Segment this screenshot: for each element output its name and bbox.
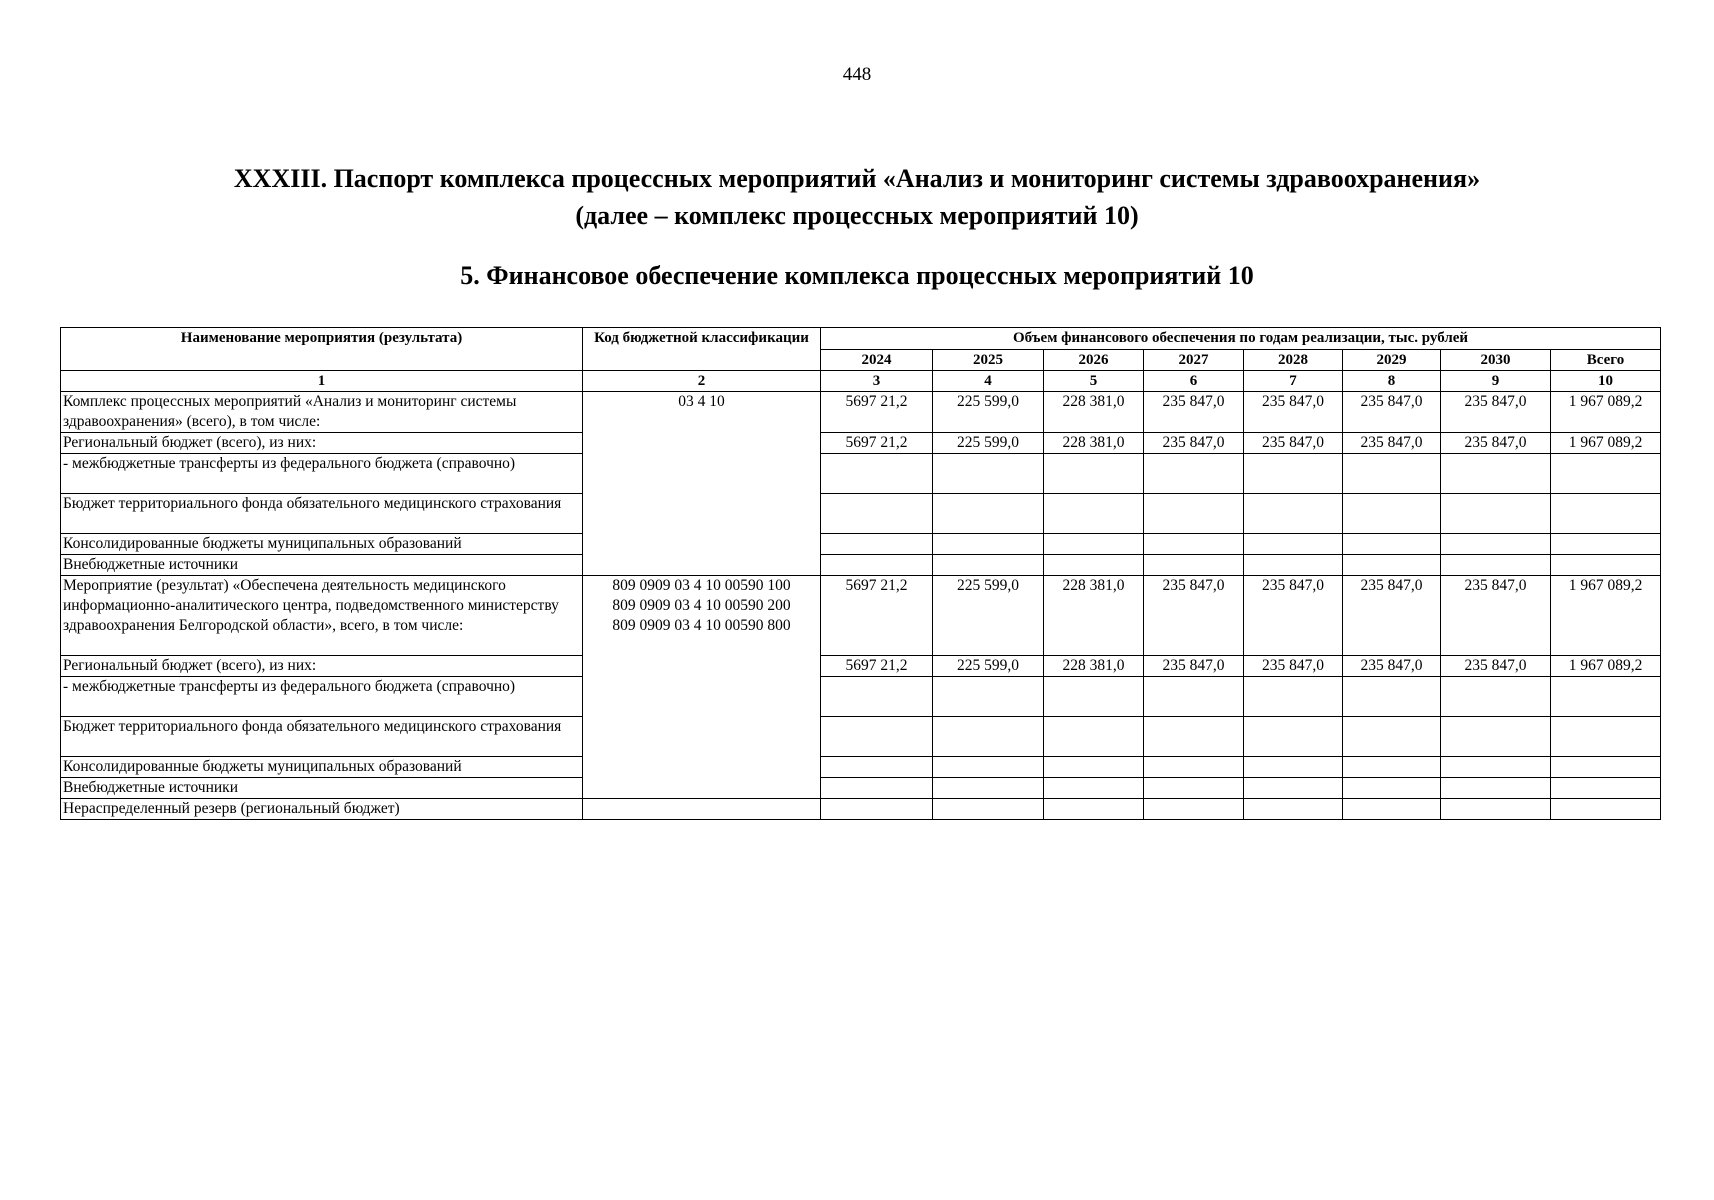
row-year-value: 235 847,0 [1441,433,1551,454]
table-column-numbers-row [61,371,1661,392]
row-year-value [1441,534,1551,555]
row-year-value [1441,717,1551,757]
document-title [0,160,1714,234]
row-name: Внебюджетные источники [61,555,583,576]
table-row [61,778,1661,799]
row-year-value: 235 847,0 [1144,392,1244,433]
row-year-value: 235 847,0 [1244,392,1343,433]
table-row [61,717,1661,757]
row-year-value [1244,757,1343,778]
row-year-value [1144,757,1244,778]
page-number: 448 [842,64,872,85]
row-name: Нераспределенный резерв (региональный бюджет) [61,799,583,820]
row-year-value [1244,454,1343,494]
row-year-value [821,799,933,820]
row-total-value [1551,757,1661,778]
table-row [61,576,1661,656]
row-year-value: 235 847,0 [1244,433,1343,454]
row-year-value [821,778,933,799]
row-year-value: 235 847,0 [1244,656,1343,677]
row-year-value [1343,778,1441,799]
table-row [61,555,1661,576]
row-total-value: 1 967 089,2 [1551,433,1661,454]
row-year-value [1244,534,1343,555]
row-year-value [933,454,1044,494]
row-year-value [1144,494,1244,534]
row-year-value [1343,757,1441,778]
header-year: 2026 [1044,350,1144,371]
row-year-value [933,757,1044,778]
column-number: 6 [1144,371,1244,392]
row-year-value: 228 381,0 [1044,656,1144,677]
row-year-value [1044,454,1144,494]
table-row [61,494,1661,534]
row-year-value: 235 847,0 [1441,392,1551,433]
row-year-value: 228 381,0 [1044,576,1144,656]
row-year-value [1144,555,1244,576]
row-budget-code: 03 4 10 [583,392,821,576]
row-total-value [1551,555,1661,576]
header-year: 2027 [1144,350,1244,371]
header-year: 2029 [1343,350,1441,371]
row-year-value: 225 599,0 [933,576,1044,656]
row-year-value [821,494,933,534]
row-year-value [1044,494,1144,534]
header-code: Код бюджетной классификации [583,328,821,371]
row-year-value [1044,534,1144,555]
row-year-value: 235 847,0 [1441,576,1551,656]
row-year-value: 225 599,0 [933,656,1044,677]
row-total-value [1551,454,1661,494]
row-year-value [1244,799,1343,820]
row-year-value [933,555,1044,576]
column-number: 8 [1343,371,1441,392]
column-number: 5 [1044,371,1144,392]
row-year-value [1244,778,1343,799]
row-year-value: 235 847,0 [1343,392,1441,433]
row-year-value [1144,799,1244,820]
row-year-value [821,717,933,757]
row-year-value: 235 847,0 [1144,433,1244,454]
row-total-value: 1 967 089,2 [1551,656,1661,677]
row-name: Комплекс процессных мероприятий «Анализ и мониторинг системы здравоохранения» (всего), в том числе: [61,392,583,433]
row-year-value [821,555,933,576]
row-year-value: 235 847,0 [1144,576,1244,656]
table-row [61,433,1661,454]
row-name: Бюджет территориального фонда обязательного медицинского страхования [61,717,583,757]
row-year-value [1343,677,1441,717]
column-number: 10 [1551,371,1661,392]
row-year-value: 5697 21,2 [821,576,933,656]
table-row [61,534,1661,555]
row-year-value [1244,555,1343,576]
row-name: Региональный бюджет (всего), из них: [61,656,583,677]
row-year-value [1343,534,1441,555]
row-year-value: 235 847,0 [1441,656,1551,677]
row-year-value [1144,677,1244,717]
row-name: Бюджет территориального фонда обязательного медицинского страхования [61,494,583,534]
financing-table-body [61,328,1661,820]
row-year-value [1441,757,1551,778]
row-year-value [1343,717,1441,757]
row-total-value: 1 967 089,2 [1551,576,1661,656]
row-year-value [1244,494,1343,534]
document-title-line-1: XXXIII. Паспорт комплекса процессных мероприятий «Анализ и мониторинг системы здравоохранения» [233,164,1481,193]
row-year-value [1244,677,1343,717]
table-row [61,677,1661,717]
row-year-value: 235 847,0 [1343,433,1441,454]
row-year-value [933,677,1044,717]
row-name: Мероприятие (результат) «Обеспечена деятельность медицинского информационно-аналитического центра, подведомственного министерству здравоохранения Белгородской области», всего, в том числе: [61,576,583,656]
table-row [61,656,1661,677]
header-volume: Объем финансового обеспечения по годам реализации, тыс. рублей [821,328,1661,350]
row-year-value [933,778,1044,799]
row-year-value [1044,555,1144,576]
row-year-value [1144,778,1244,799]
header-year: 2030 [1441,350,1551,371]
column-number: 7 [1244,371,1343,392]
row-year-value [1343,494,1441,534]
row-budget-code [583,799,821,820]
row-year-value [933,494,1044,534]
row-name: - межбюджетные трансферты из федерального бюджета (справочно) [61,454,583,494]
row-year-value [1441,454,1551,494]
row-year-value [933,717,1044,757]
row-name: Консолидированные бюджеты муниципальных образований [61,757,583,778]
row-budget-code: 809 0909 03 4 10 00590 100 809 0909 03 4 10 00590 200 809 0909 03 4 10 00590 800 [583,576,821,799]
table-row [61,757,1661,778]
table-header-row [61,328,1661,350]
row-year-value: 5697 21,2 [821,433,933,454]
row-year-value [1441,677,1551,717]
row-year-value [933,799,1044,820]
row-year-value [1044,717,1144,757]
row-name: Консолидированные бюджеты муниципальных образований [61,534,583,555]
row-year-value [821,677,933,717]
row-year-value [1441,778,1551,799]
row-year-value [1441,494,1551,534]
row-name: - межбюджетные трансферты из федерального бюджета (справочно) [61,677,583,717]
row-name: Внебюджетные источники [61,778,583,799]
row-total-value [1551,494,1661,534]
column-number: 2 [583,371,821,392]
row-year-value: 235 847,0 [1343,576,1441,656]
row-total-value [1551,677,1661,717]
table-row [61,799,1661,820]
column-number: 9 [1441,371,1551,392]
row-year-value: 5697 21,2 [821,392,933,433]
header-year: Всего [1551,350,1661,371]
row-total-value [1551,799,1661,820]
row-year-value [1441,799,1551,820]
row-year-value: 225 599,0 [933,392,1044,433]
table-row [61,454,1661,494]
row-total-value: 1 967 089,2 [1551,392,1661,433]
row-name: Региональный бюджет (всего), из них: [61,433,583,454]
financing-table [60,327,1661,820]
table-row [61,392,1661,433]
row-year-value [821,534,933,555]
row-year-value [1044,757,1144,778]
row-year-value: 5697 21,2 [821,656,933,677]
row-year-value [1244,717,1343,757]
header-name: Наименование мероприятия (результата) [61,328,583,371]
row-year-value [1044,799,1144,820]
row-year-value: 235 847,0 [1343,656,1441,677]
row-year-value [1441,555,1551,576]
column-number: 3 [821,371,933,392]
row-year-value: 235 847,0 [1244,576,1343,656]
row-year-value: 225 599,0 [933,433,1044,454]
row-year-value [1144,717,1244,757]
row-year-value [1144,534,1244,555]
row-total-value [1551,717,1661,757]
row-year-value [1044,778,1144,799]
row-year-value: 228 381,0 [1044,433,1144,454]
row-year-value [821,454,933,494]
row-total-value [1551,534,1661,555]
row-year-value [821,757,933,778]
header-year: 2028 [1244,350,1343,371]
row-year-value: 228 381,0 [1044,392,1144,433]
row-year-value [1144,454,1244,494]
row-total-value [1551,778,1661,799]
header-year: 2025 [933,350,1044,371]
row-year-value [1343,454,1441,494]
row-year-value: 235 847,0 [1144,656,1244,677]
row-year-value [1343,555,1441,576]
column-number: 4 [933,371,1044,392]
row-year-value [1044,677,1144,717]
row-year-value [1343,799,1441,820]
header-year: 2024 [821,350,933,371]
column-number: 1 [61,371,583,392]
section-title: 5. Финансовое обеспечение комплекса процессных мероприятий 10 [460,261,1254,290]
document-title-line-2: (далее – комплекс процессных мероприятий 10) [575,201,1139,230]
row-year-value [933,534,1044,555]
